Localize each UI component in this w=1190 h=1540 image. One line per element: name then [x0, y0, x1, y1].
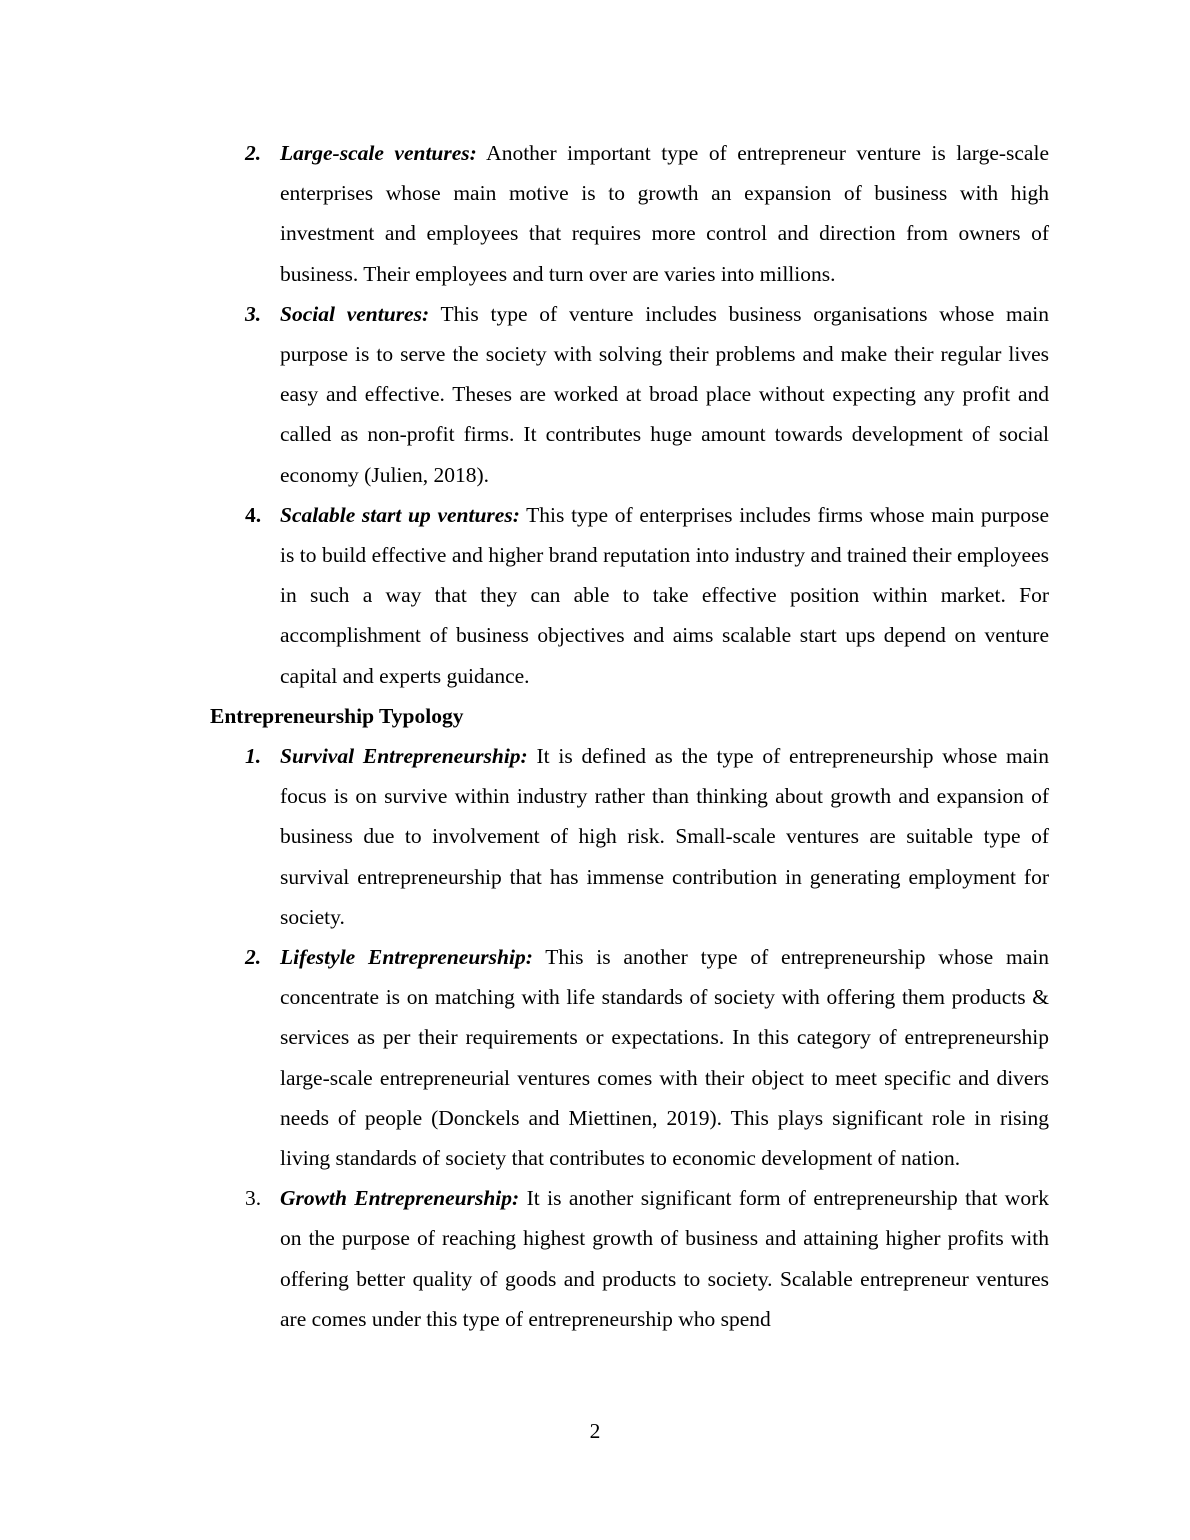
list-item-large-scale-ventures	[210, 133, 1049, 294]
list-term: Lifestyle Entrepreneurship:	[280, 945, 533, 970]
list-text: It is another significant form of entrepreneurship that work on the purpose of reaching highest growth of business and attaining higher profits with offering better quality of goods and products to society. Scalable entrepreneur ventures are comes under this type of entrepreneurship who spend	[280, 1186, 1049, 1331]
list-text: It is defined as the type of entrepreneurship whose main focus is on survive within industry rather than thinking about growth and expansion of business due to involvement of high risk. Small-scale ventures are suitable type of survival entrepreneurship that has immense contribution in generating employment for society.	[280, 744, 1050, 929]
list-item-lifestyle-entrepreneurship	[210, 937, 1049, 1178]
list-term: Scalable start up ventures:	[280, 502, 520, 527]
list-term: Social ventures:	[280, 301, 430, 326]
list-number: 2.	[245, 945, 262, 970]
list-number: 3.	[245, 1186, 262, 1211]
list-text: This is another type of entrepreneurship whose main concentrate is on matching with life standards of society with offering them products & services as per their requirements or expectations. In this category of entrepreneurship large-scale entrepreneurial ventures comes with their object to meet specific and divers needs of people (Donckels and Miettinen, 2019). This plays significant role in rising living standards of society that contributes to economic development of nation.	[280, 945, 1049, 1171]
page-number: 2	[589, 1419, 601, 1443]
list-text: This type of venture includes business organisations whose main purpose is to serve the society with solving their problems and make their regular lives easy and effective. Theses are worked at broad place without expecting any profit and called as non-profit firms. It contributes huge amount towards development of social economy (Julien, 2018).	[280, 301, 1050, 487]
list-term: Large-scale ventures:	[280, 141, 477, 165]
list-text: Another important type of entrepreneur venture is large-scale enterprises whose main motive is to growth an expansion of business with high investment and employees that requires more control and direction from owners of business. Their employees and turn over are varies into millions.	[280, 141, 1049, 286]
list-number: 2.	[245, 141, 262, 165]
list-item-social-ventures	[210, 294, 1049, 495]
list-number: 1.	[245, 744, 262, 769]
section-heading: Entrepreneurship Typology	[210, 703, 464, 728]
list-number: 3.	[245, 301, 262, 326]
list-term: Survival Entrepreneurship:	[280, 744, 528, 769]
list-term: Growth Entrepreneurship:	[280, 1186, 520, 1211]
list-item-growth-entrepreneurship	[210, 1178, 1049, 1339]
page-content	[210, 133, 1049, 1339]
list-item-scalable-start-up-ventures	[210, 495, 1049, 696]
list-number: 4.	[245, 502, 262, 527]
list-text: This type of enterprises includes firms whose main purpose is to build effective and higher brand reputation into industry and trained their employees in such a way that they can able to take effective position within market. For accomplishment of business objectives and aims scalable start ups depend on venture capital and experts guidance.	[280, 502, 1049, 688]
list-item-survival-entrepreneurship	[210, 736, 1049, 937]
